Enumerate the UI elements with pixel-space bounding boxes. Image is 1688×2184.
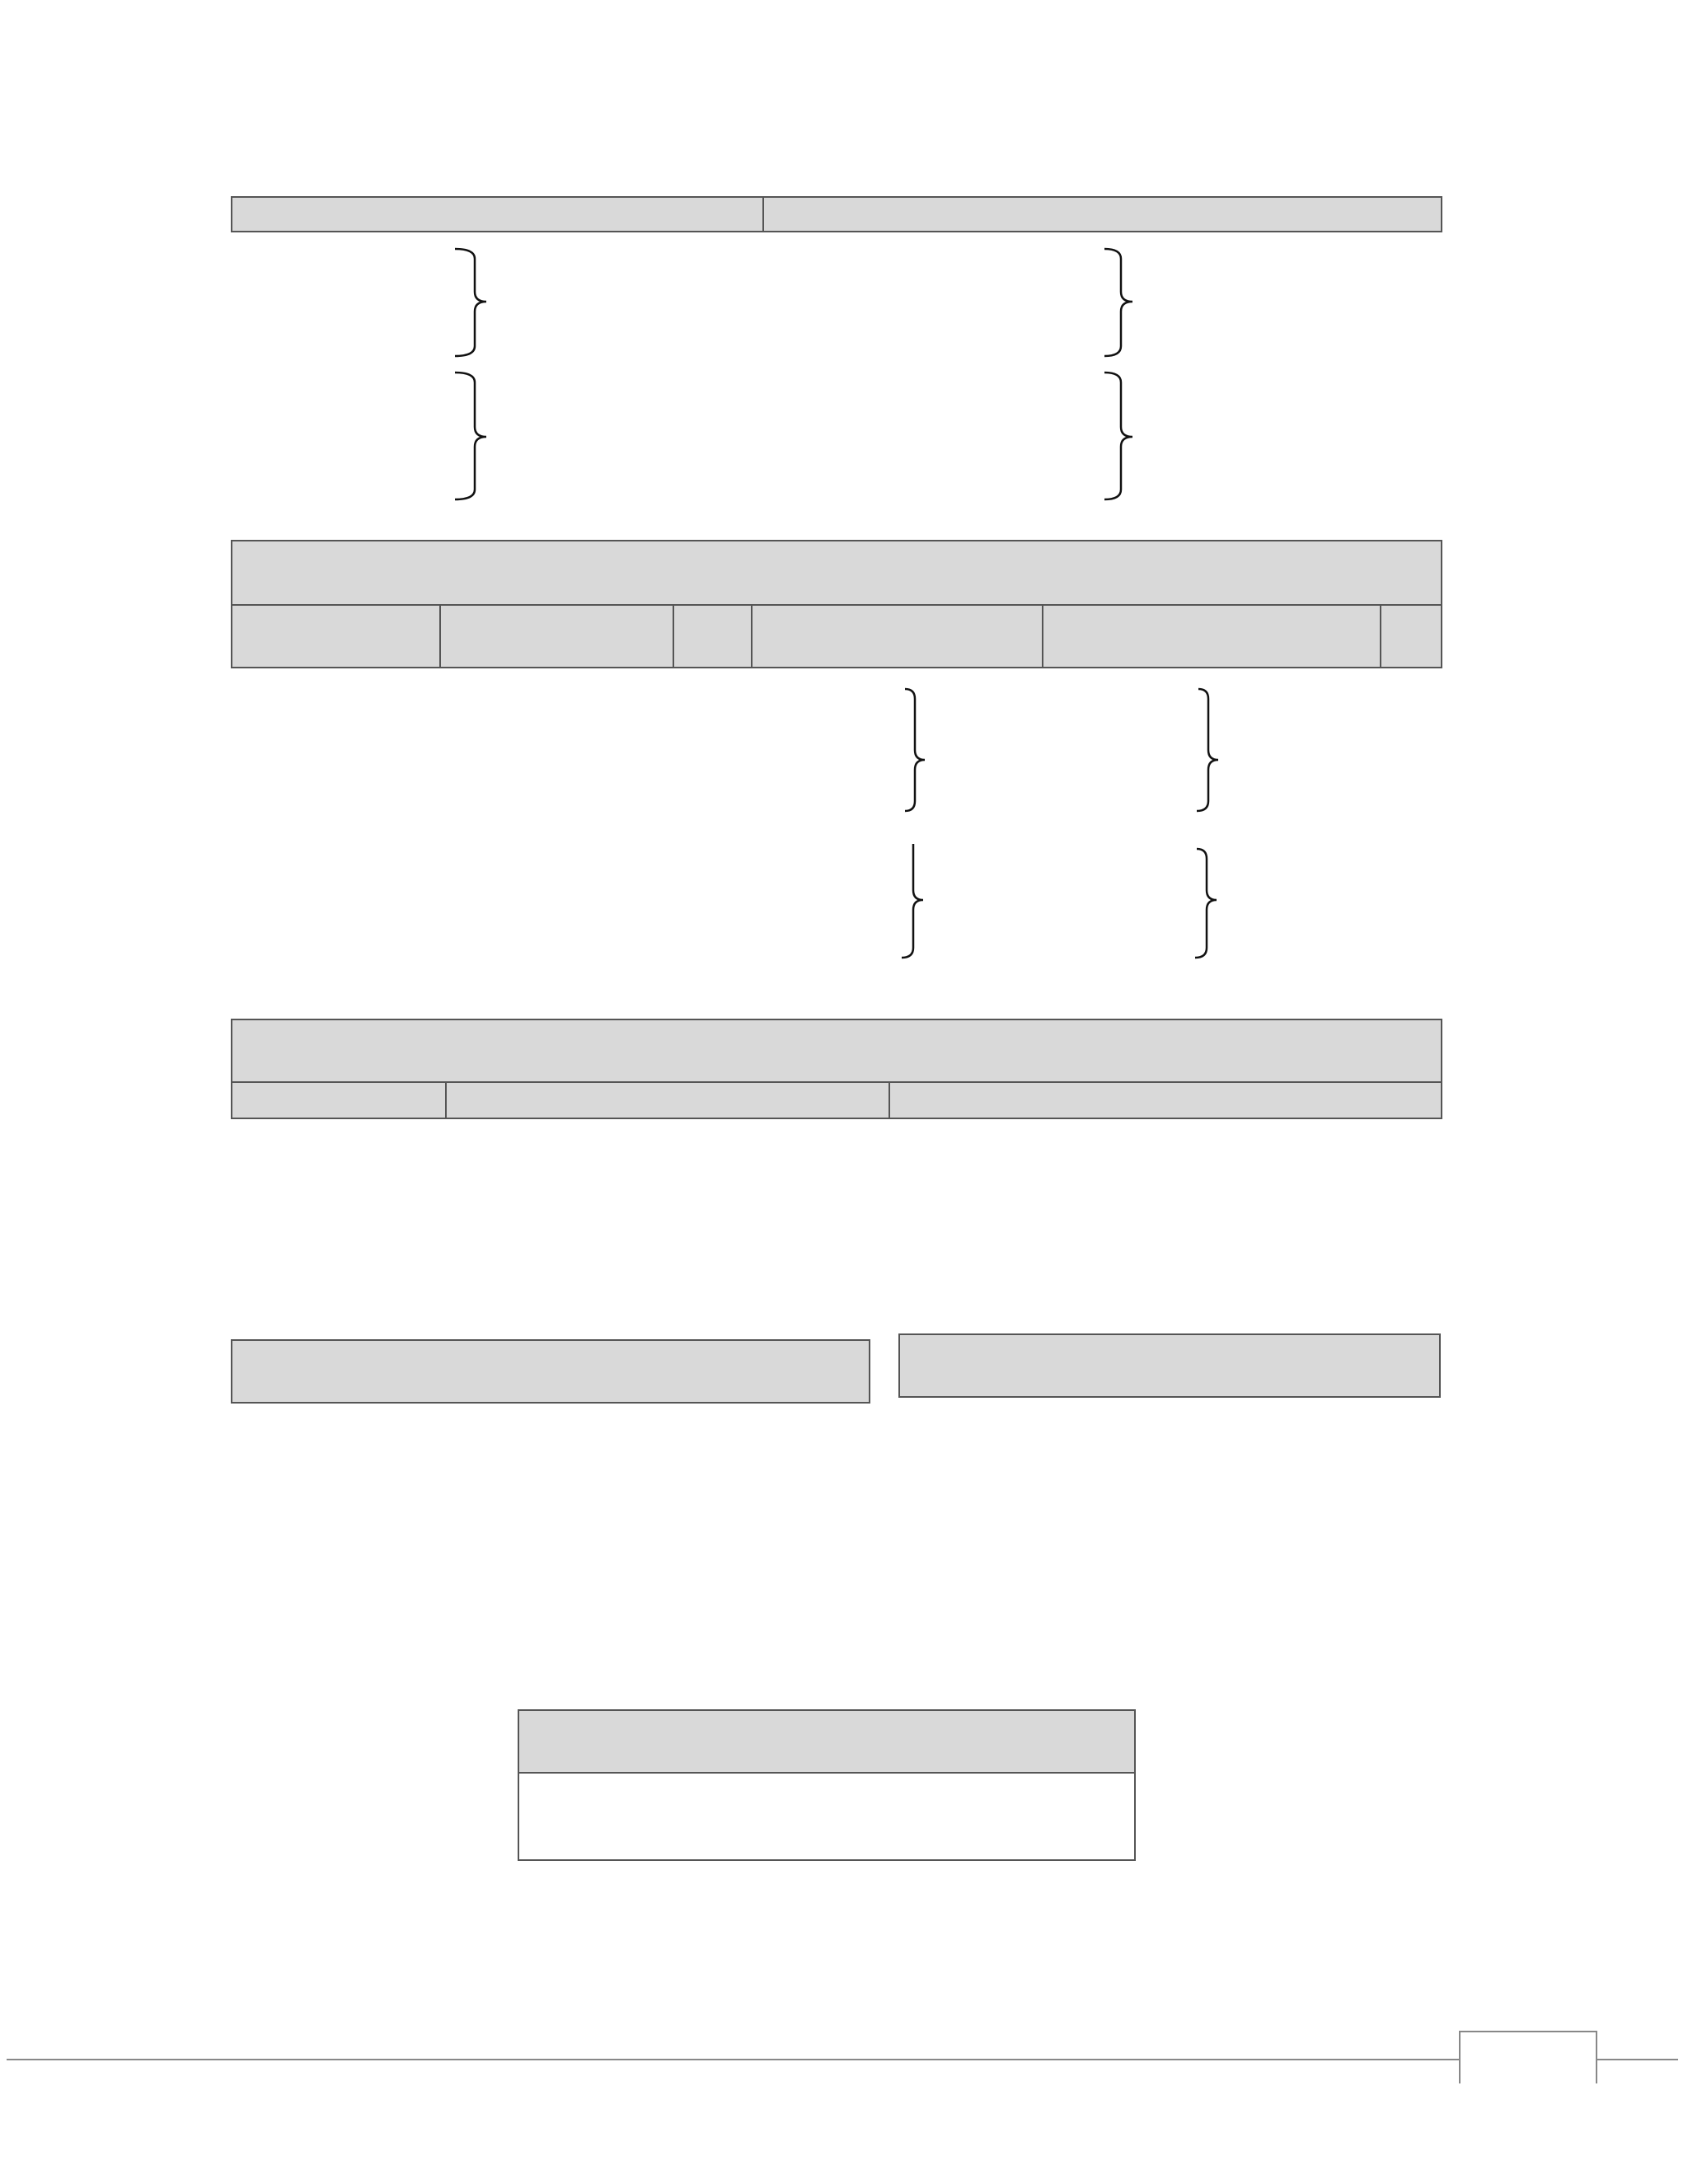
future-perfect-header: [763, 197, 1442, 232]
subjunctive-table: [231, 540, 1442, 668]
subjunctive-title: [232, 541, 1442, 605]
subj-col-present: [232, 605, 440, 668]
imperative-table: [231, 1019, 1442, 1119]
gerundive-value: [518, 1773, 1135, 1860]
pluperfect-futureperfect-table: [231, 196, 1442, 232]
participles-title: [899, 1334, 1440, 1397]
subj-col-pluperfect: [1043, 605, 1381, 668]
subj-col-perfect: [752, 605, 1043, 668]
subj-col-imperfect: [440, 605, 673, 668]
subj-col-future-perfect: [1381, 605, 1442, 668]
participles-table: [898, 1333, 1441, 1398]
gerundive-title: [518, 1710, 1135, 1773]
imp-col-future: [889, 1082, 1442, 1118]
imperative-title: [232, 1019, 1442, 1082]
footer-rule: [7, 2059, 1459, 2060]
infinitives-title: [232, 1340, 870, 1403]
infinitives-table: [231, 1339, 870, 1404]
imp-col-present: [446, 1082, 889, 1118]
gerundive-table: [518, 1709, 1136, 1861]
page-number-box: [1459, 2031, 1597, 2083]
imp-col-person: [232, 1082, 446, 1118]
pluperfect-header: [232, 197, 763, 232]
footer-rule-right: [1596, 2059, 1678, 2060]
subj-col-future: [673, 605, 752, 668]
